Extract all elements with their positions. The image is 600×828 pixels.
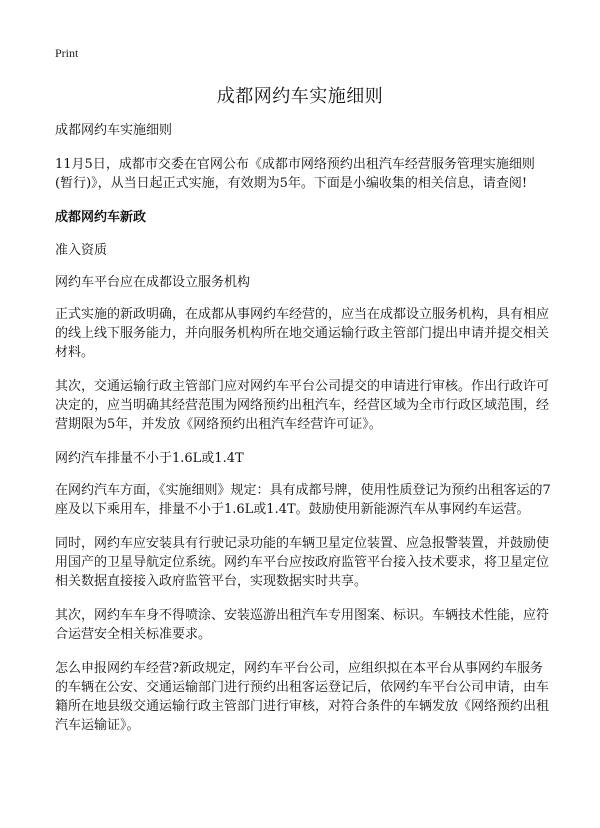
body-paragraph: 其次，网约车车身不得喷涂、安装巡游出租汽车专用图案、标识。车辆技术性能，应符合运营安全相关标准要求。 (55, 608, 550, 642)
body-paragraph: 在网约汽车方面，《实施细则》规定：具有成都号牌，使用性质登记为预约出租客运的7座及以下乘用车，排量不小于1.6L或1.4T。鼓励使用新能源汽车从事网约车运营。 (55, 483, 551, 517)
body-paragraph: 怎么申报网约车经营?新政规定，网约车平台公司，应组织拟在本平台从事网约车服务的车辆在公安、交通运输部门进行预约出租客运登记后，依网约车平台公司申请，由车籍所在地县级交通运输行政主管部门进行审核，对符合条件的车辆发放《网络预约出租汽车运输证》。 (55, 661, 550, 733)
intro-paragraph: 11月5日，成都市交委在官网公布《成都市网络预约出租汽车经营服务管理实施细则(暂行)》，从当日起正式实施，有效期为5年。下面是小编收集的相关信息，请查阅! (55, 157, 535, 191)
body-paragraph: 同时，网约车应安装具有行驶记录功能的车辆卫星定位装置、应急报警装置，并鼓励使用国产的卫星导航定位系统。网约车平台应按政府监管平台接入技术要求，将卫星定位相关数据直接接入政府监管平台，实现数据实时共享。 (55, 536, 550, 589)
article-body (55, 121, 551, 750)
body-paragraph: 正式实施的新政明确，在成都从事网约车经营的，应当在成都设立服务机构，具有相应的线上线下服务能力，并向服务机构所在地交通运输行政主管部门提出申请并提交相关材料。 (55, 307, 550, 360)
section-heading: 成都网约车新政 (55, 210, 147, 225)
subtitle-paragraph: 成都网约车实施细则 (55, 123, 173, 138)
page-title: 成都网约车实施细则 (216, 86, 384, 107)
print-link[interactable]: Print (55, 46, 79, 60)
subheading-qualification: 准入资质 (55, 243, 108, 258)
body-paragraph: 其次，交通运输行政主管部门应对网约车平台公司提交的申请进行审核。作出行政许可决定的，应当明确其经营范围为网络预约出租汽车，经营区域为全市行政区域范围，经营期限为5年，并发放《网络预约出租汽车经营许可证》。 (55, 379, 550, 432)
subheading-platform: 网约车平台应在成都设立服务机构 (55, 275, 251, 290)
subheading-displacement: 网约汽车排量不小于1.6L或1.4T (55, 451, 244, 466)
